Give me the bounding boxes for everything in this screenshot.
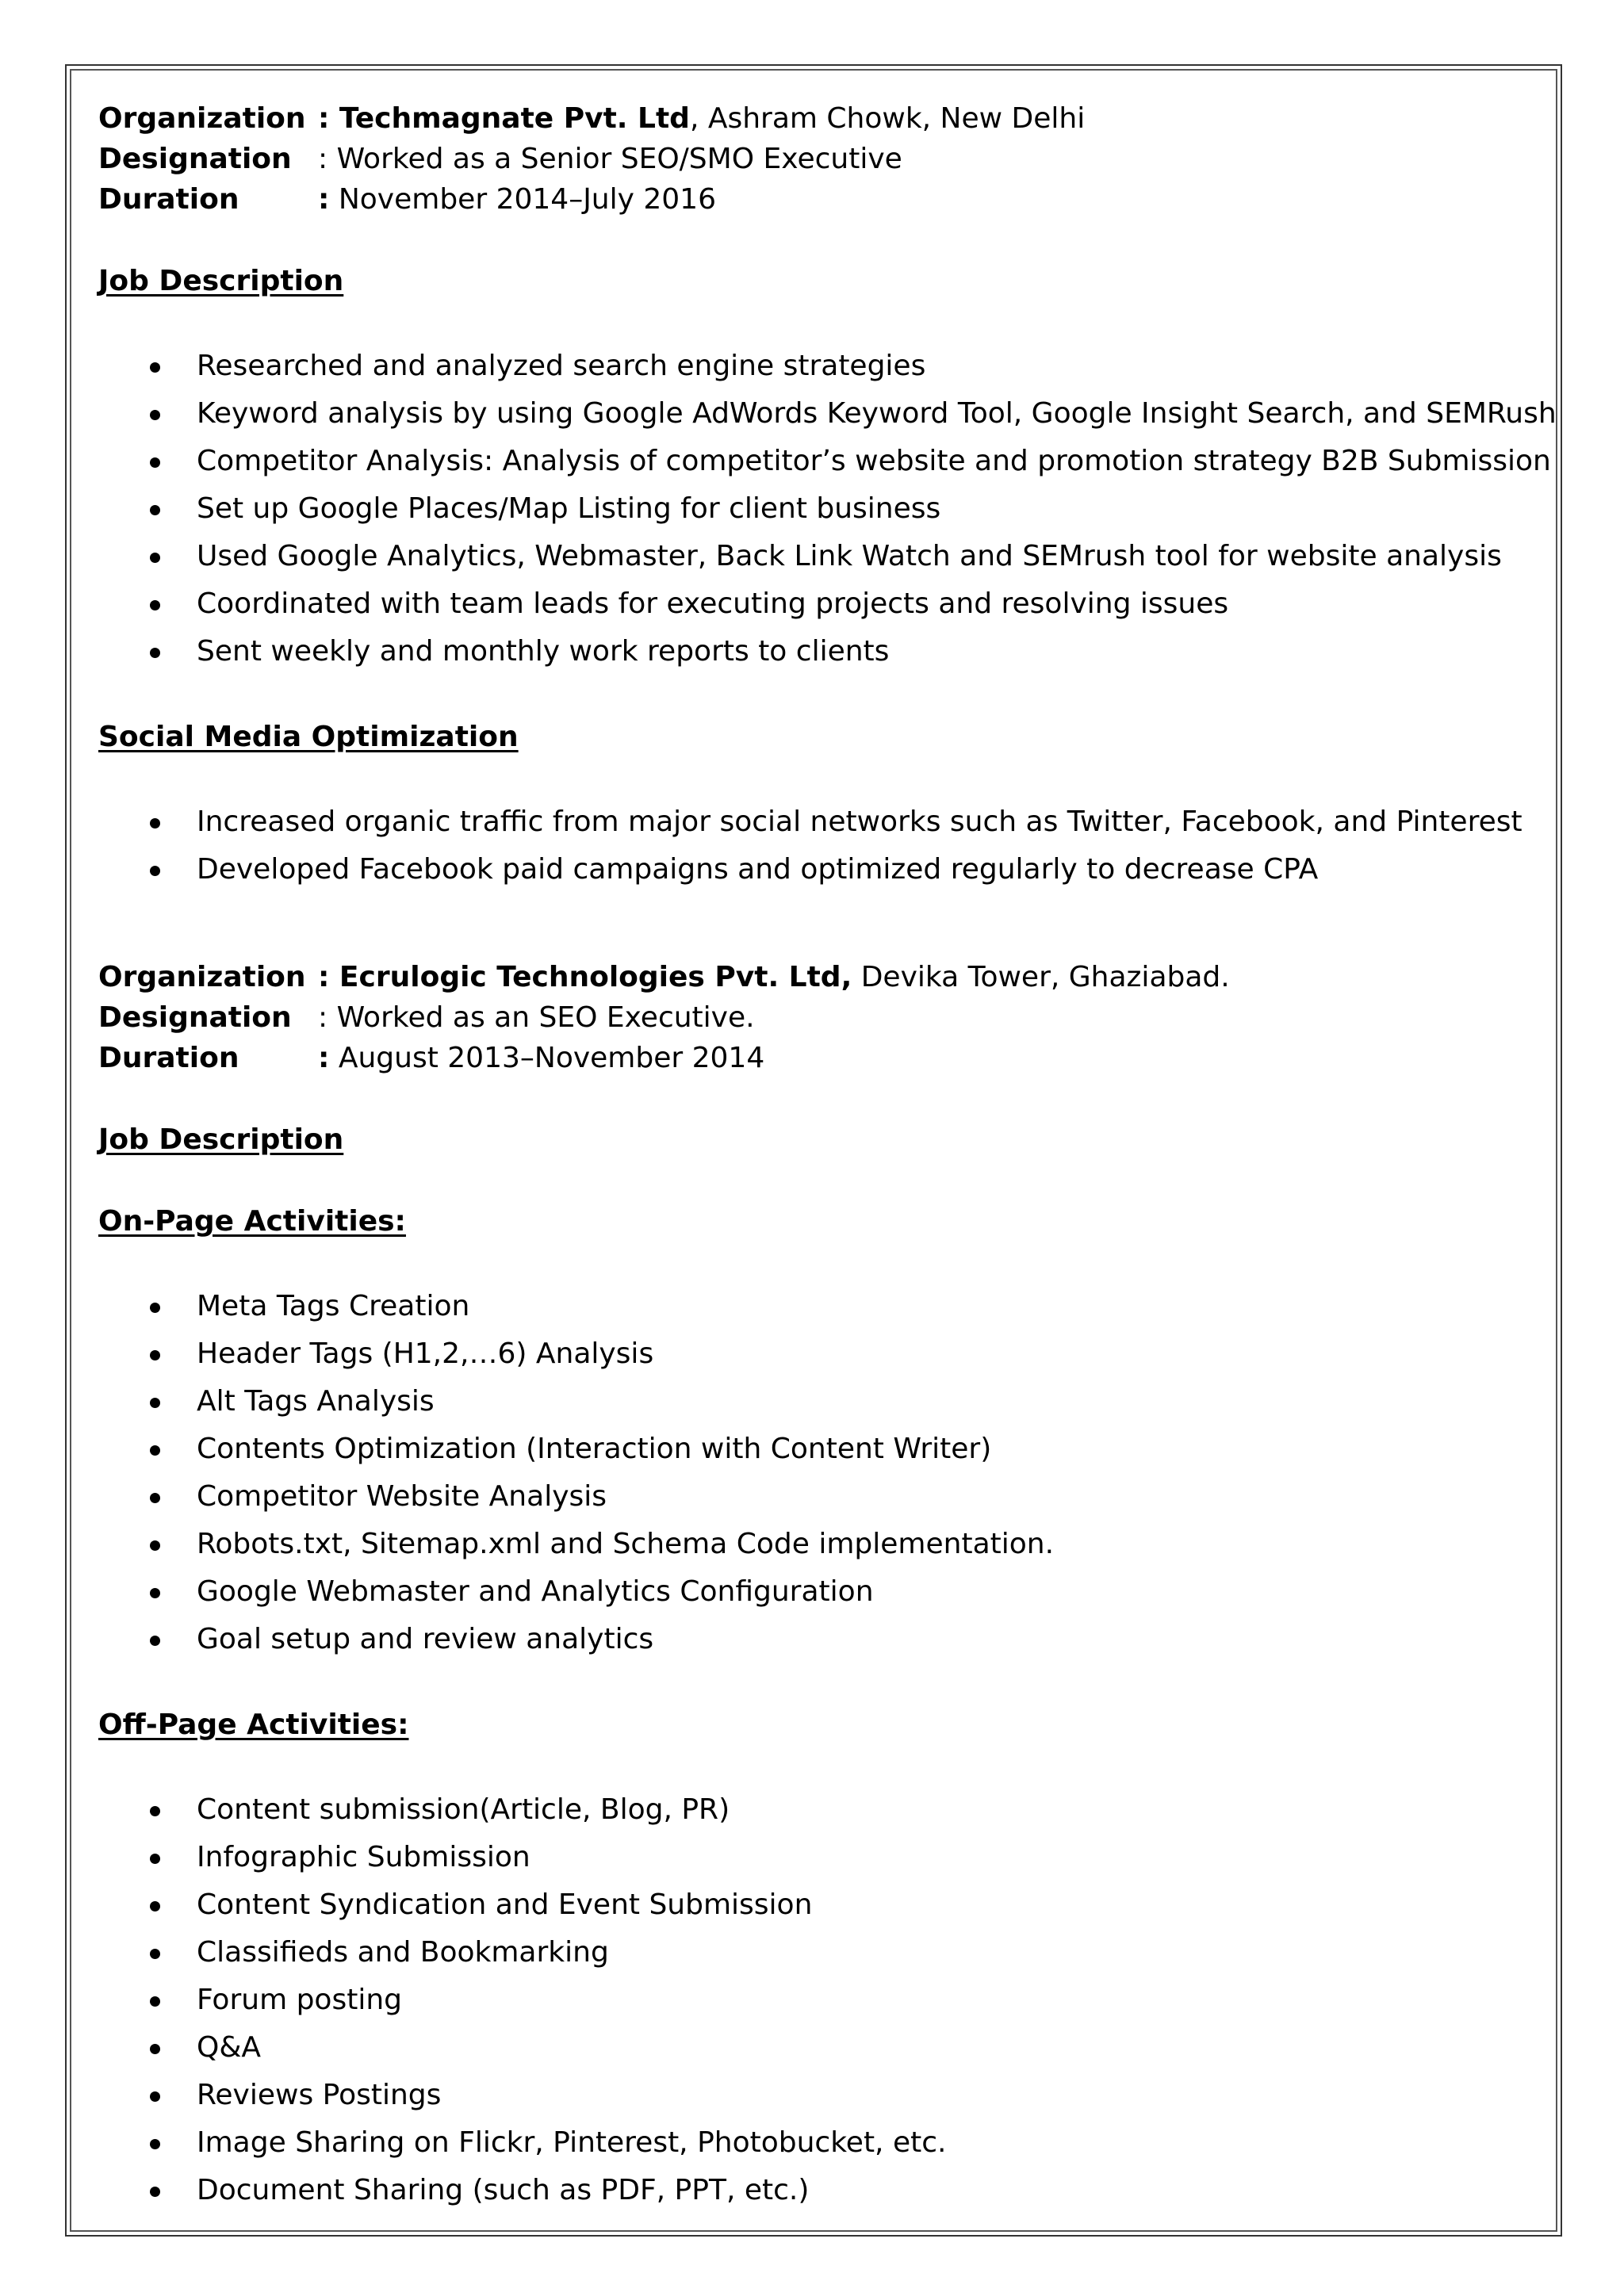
job-description-title: Job Description <box>98 1123 344 1156</box>
organization-location: Devika Tower, Ghaziabad. <box>852 961 1230 993</box>
list-item: Set up Google Places/Map Listing for client business <box>98 485 1526 533</box>
list-item: Infographic Submission <box>98 1834 1526 1881</box>
list-item: Researched and analyzed search engine strategies <box>98 342 1526 390</box>
list-item: Q&A <box>98 2024 1526 2072</box>
list-item: Developed Facebook paid campaigns and optimized regularly to decrease CPA <box>98 846 1526 894</box>
list-item: Content submission(Article, Blog, PR) <box>98 1786 1526 1834</box>
list-item: Coordinated with team leads for executing projects and resolving issues <box>98 580 1526 628</box>
organization-value <box>318 957 1230 997</box>
duration-row <box>98 179 1526 220</box>
list-item: Competitor Website Analysis <box>98 1473 1526 1521</box>
designation-value: : Worked as a Senior SEO/SMO Executive <box>318 143 902 175</box>
list-item: Forum posting <box>98 1976 1526 2024</box>
list-item: Image Sharing on Flickr, Pinterest, Photobucket, etc. <box>98 2119 1526 2167</box>
off-page-activities-list <box>98 1786 1526 2214</box>
organization-location: , Ashram Chowk, New Delhi <box>689 102 1086 135</box>
duration-value <box>318 179 716 220</box>
list-item: Document Sharing (such as PDF, PPT, etc.) <box>98 2167 1526 2214</box>
duration-label: Duration <box>98 1042 239 1074</box>
duration-dates: November 2014–July 2016 <box>329 183 716 216</box>
on-page-activities-title: On-Page Activities: <box>98 1205 406 1238</box>
social-media-list <box>98 798 1526 894</box>
experience-ecrulogic <box>98 957 1526 2214</box>
off-page-activities-title: Off-Page Activities: <box>98 1709 409 1741</box>
list-item: Google Webmaster and Analytics Configuration <box>98 1568 1526 1616</box>
list-item: Content Syndication and Event Submission <box>98 1881 1526 1929</box>
designation-label: Designation <box>98 1001 292 1034</box>
list-item: Goal setup and review analytics <box>98 1616 1526 1663</box>
designation-value: : Worked as an SEO Executive. <box>318 1001 755 1034</box>
organization-value <box>318 98 1085 139</box>
list-item: Contents Optimization (Interaction with Content Writer) <box>98 1425 1526 1473</box>
organization-label: Organization <box>98 102 306 135</box>
list-item: Header Tags (H1,2,…6) Analysis <box>98 1330 1526 1378</box>
list-item: Sent weekly and monthly work reports to clients <box>98 628 1526 675</box>
duration-label: Duration <box>98 183 239 216</box>
on-page-activities-list <box>98 1283 1526 1663</box>
duration-colon: : <box>318 1042 330 1074</box>
job-description-title: Job Description <box>98 265 344 297</box>
list-item: Alt Tags Analysis <box>98 1378 1526 1425</box>
organization-label: Organization <box>98 961 306 993</box>
designation-row <box>98 997 1526 1038</box>
organization-name: : Techmagnate Pvt. Ltd <box>318 102 690 135</box>
organization-name: : Ecrulogic Technologies Pvt. Ltd, <box>318 961 852 993</box>
designation-label: Designation <box>98 143 292 175</box>
organization-row <box>98 98 1526 139</box>
experience-techmagnate <box>98 98 1557 894</box>
resume-content <box>98 98 1557 2214</box>
designation-row <box>98 139 1526 179</box>
organization-row <box>98 957 1526 997</box>
list-item: Classifieds and Bookmarking <box>98 1929 1526 1976</box>
list-item: Reviews Postings <box>98 2072 1526 2119</box>
list-item: Used Google Analytics, Webmaster, Back Link Watch and SEMrush tool for website analysis <box>98 533 1526 580</box>
duration-row <box>98 1038 1526 1078</box>
list-item: Increased organic traffic from major social networks such as Twitter, Facebook, and Pinterest <box>98 798 1526 846</box>
duration-value <box>318 1038 764 1078</box>
list-item: Robots.txt, Sitemap.xml and Schema Code implementation. <box>98 1521 1526 1568</box>
job-description-list <box>98 342 1557 675</box>
list-item: Meta Tags Creation <box>98 1283 1526 1330</box>
list-item: Competitor Analysis: Analysis of competitor’s website and promotion strategy B2B Submission <box>98 438 1526 485</box>
social-media-optimization-title: Social Media Optimization <box>98 721 519 753</box>
list-item: Keyword analysis by using Google AdWords Keyword Tool, Google Insight Search, and SEMRush <box>98 390 1526 438</box>
duration-dates: August 2013–November 2014 <box>329 1042 765 1074</box>
duration-colon: : <box>318 183 330 216</box>
